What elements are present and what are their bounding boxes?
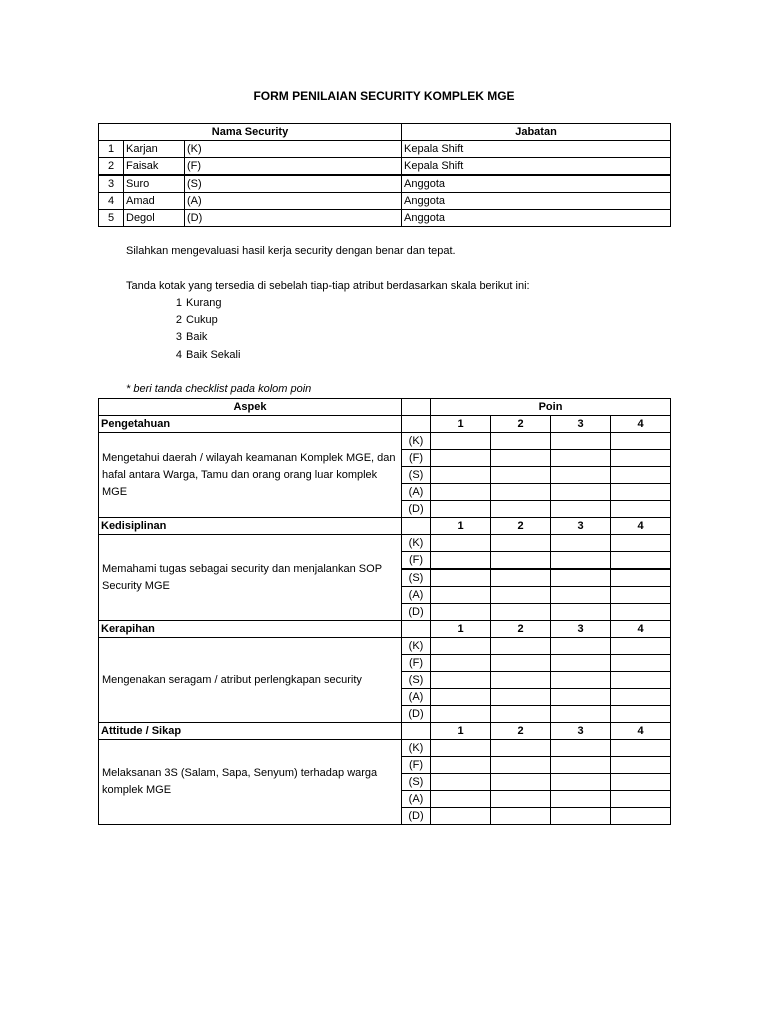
row-number: 4 xyxy=(99,193,124,210)
scale-number: 1 xyxy=(175,297,182,309)
section-blank xyxy=(402,621,431,638)
security-staff-table xyxy=(98,123,671,227)
checkbox-cell[interactable] xyxy=(551,604,611,621)
point-label: 1 xyxy=(431,518,491,535)
point-label: 2 xyxy=(491,621,551,638)
checkbox-cell[interactable] xyxy=(611,587,671,604)
instruction-scale: Tanda kotak yang tersedia di sebelah tiap-tiap atribut berdasarkan skala berikut ini: xyxy=(126,280,530,292)
scale-item xyxy=(170,297,221,309)
table-row xyxy=(99,193,671,210)
scale-item xyxy=(170,349,240,361)
checkbox-cell[interactable] xyxy=(551,791,611,808)
security-code: (F) xyxy=(185,158,402,176)
security-name: Karjan xyxy=(124,141,185,158)
checkbox-cell[interactable] xyxy=(431,689,491,706)
security-code: (S) xyxy=(402,774,431,791)
checkbox-cell[interactable] xyxy=(431,706,491,723)
instruction-evaluate: Silahkan mengevaluasi hasil kerja security dengan benar dan tepat. xyxy=(126,245,456,257)
checkbox-cell[interactable] xyxy=(611,791,671,808)
checkbox-cell[interactable] xyxy=(491,655,551,672)
checkbox-cell[interactable] xyxy=(491,484,551,501)
checkbox-cell[interactable] xyxy=(431,672,491,689)
scale-label: Baik xyxy=(186,331,208,343)
point-label: 2 xyxy=(491,518,551,535)
aspect-description: Mengetahui daerah / wilayah keamanan Komplek MGE, dan hafal antara Warga, Tamu dan orang orang luar komplek MGE xyxy=(99,433,402,518)
checkbox-cell[interactable] xyxy=(611,689,671,706)
checkbox-cell[interactable] xyxy=(551,484,611,501)
checkbox-cell[interactable] xyxy=(611,484,671,501)
security-code: (D) xyxy=(402,604,431,621)
row-number: 3 xyxy=(99,175,124,193)
section-blank xyxy=(402,518,431,535)
row-number: 1 xyxy=(99,141,124,158)
security-code: (K) xyxy=(402,638,431,655)
security-code: (F) xyxy=(402,655,431,672)
checkbox-cell[interactable] xyxy=(611,774,671,791)
security-code: (S) xyxy=(402,569,431,587)
security-position: Anggota xyxy=(402,210,671,227)
checkbox-cell[interactable] xyxy=(611,569,671,587)
point-label: 3 xyxy=(551,518,611,535)
checkbox-cell[interactable] xyxy=(431,638,491,655)
security-code: (F) xyxy=(402,757,431,774)
security-name: Degol xyxy=(124,210,185,227)
security-code: (F) xyxy=(402,552,431,570)
checkbox-cell[interactable] xyxy=(551,655,611,672)
aspect-description: Mengenakan seragam / atribut perlengkapan security xyxy=(99,638,402,723)
checkbox-cell[interactable] xyxy=(431,587,491,604)
section-name: Attitude / Sikap xyxy=(99,723,402,740)
security-position: Anggota xyxy=(402,193,671,210)
point-label: 2 xyxy=(491,416,551,433)
evaluation-table xyxy=(98,398,671,825)
checkbox-cell[interactable] xyxy=(611,535,671,552)
scale-item xyxy=(170,331,207,343)
checkbox-cell[interactable] xyxy=(611,604,671,621)
scale-label: Cukup xyxy=(186,314,218,326)
checkbox-cell[interactable] xyxy=(551,706,611,723)
security-code: (A) xyxy=(402,587,431,604)
header-aspek: Aspek xyxy=(99,399,402,416)
checkbox-cell[interactable] xyxy=(491,569,551,587)
point-label: 3 xyxy=(551,621,611,638)
checkbox-cell[interactable] xyxy=(551,467,611,484)
section-name: Kerapihan xyxy=(99,621,402,638)
checkbox-cell[interactable] xyxy=(611,450,671,467)
checkbox-cell[interactable] xyxy=(431,655,491,672)
scale-label: Baik Sekali xyxy=(186,349,241,361)
point-label: 4 xyxy=(611,416,671,433)
point-label: 1 xyxy=(431,416,491,433)
checkbox-cell[interactable] xyxy=(491,467,551,484)
checkbox-cell[interactable] xyxy=(551,774,611,791)
point-label: 1 xyxy=(431,621,491,638)
security-code: (D) xyxy=(402,501,431,518)
checkbox-cell[interactable] xyxy=(551,552,611,570)
checkbox-cell[interactable] xyxy=(431,552,491,570)
security-code: (A) xyxy=(402,689,431,706)
checkbox-cell[interactable] xyxy=(491,638,551,655)
security-name: Suro xyxy=(124,175,185,193)
checkbox-cell[interactable] xyxy=(431,450,491,467)
checkbox-cell[interactable] xyxy=(551,501,611,518)
checkbox-cell[interactable] xyxy=(491,774,551,791)
checkbox-cell[interactable] xyxy=(491,791,551,808)
checkbox-cell[interactable] xyxy=(611,740,671,757)
checkbox-cell[interactable] xyxy=(431,604,491,621)
security-code: (A) xyxy=(402,484,431,501)
security-code: (S) xyxy=(185,175,402,193)
header-poin: Poin xyxy=(431,399,671,416)
checkbox-cell[interactable] xyxy=(431,569,491,587)
point-label: 4 xyxy=(611,518,671,535)
checkbox-cell[interactable] xyxy=(491,450,551,467)
scale-number: 3 xyxy=(175,331,182,343)
security-name: Faisak xyxy=(124,158,185,176)
security-position: Anggota xyxy=(402,175,671,193)
table-row xyxy=(99,158,671,176)
checkbox-cell[interactable] xyxy=(611,808,671,825)
checkbox-cell[interactable] xyxy=(551,740,611,757)
checkbox-cell[interactable] xyxy=(431,791,491,808)
checkbox-cell[interactable] xyxy=(611,433,671,450)
point-label: 1 xyxy=(431,723,491,740)
security-code: (A) xyxy=(185,193,402,210)
checkbox-cell[interactable] xyxy=(431,774,491,791)
row-number: 5 xyxy=(99,210,124,227)
point-label: 4 xyxy=(611,723,671,740)
checkbox-cell[interactable] xyxy=(491,552,551,570)
scale-number: 4 xyxy=(175,349,182,361)
table-row xyxy=(99,535,671,552)
scale-item xyxy=(170,314,218,326)
section-header-row xyxy=(99,723,671,740)
checkbox-cell[interactable] xyxy=(491,535,551,552)
aspect-description: Memahami tugas sebagai security dan menjalankan SOP Security MGE xyxy=(99,535,402,621)
checkbox-cell[interactable] xyxy=(491,587,551,604)
aspect-description: Melaksanan 3S (Salam, Sapa, Senyum) terhadap warga komplek MGE xyxy=(99,740,402,825)
table-row xyxy=(99,638,671,655)
checkbox-cell[interactable] xyxy=(551,689,611,706)
security-code: (K) xyxy=(185,141,402,158)
header-blank xyxy=(402,399,431,416)
section-name: Kedisiplinan xyxy=(99,518,402,535)
checkbox-cell[interactable] xyxy=(551,638,611,655)
table-row xyxy=(99,175,671,193)
section-header-row xyxy=(99,621,671,638)
checkbox-cell[interactable] xyxy=(611,467,671,484)
form-title: FORM PENILAIAN SECURITY KOMPLEK MGE xyxy=(253,89,515,103)
point-label: 2 xyxy=(491,723,551,740)
checkbox-cell[interactable] xyxy=(551,450,611,467)
checkbox-cell[interactable] xyxy=(611,757,671,774)
checkbox-cell[interactable] xyxy=(551,569,611,587)
security-code: (S) xyxy=(402,467,431,484)
header-nama-security: Nama Security xyxy=(99,124,402,141)
security-code: (D) xyxy=(402,706,431,723)
security-code: (D) xyxy=(402,808,431,825)
checkbox-cell[interactable] xyxy=(551,808,611,825)
checkbox-cell[interactable] xyxy=(551,433,611,450)
checkbox-cell[interactable] xyxy=(551,587,611,604)
checkbox-cell[interactable] xyxy=(551,757,611,774)
checkbox-cell[interactable] xyxy=(491,672,551,689)
security-code: (K) xyxy=(402,535,431,552)
checkbox-cell[interactable] xyxy=(431,433,491,450)
checkbox-cell[interactable] xyxy=(551,535,611,552)
checkbox-cell[interactable] xyxy=(431,484,491,501)
section-header-row xyxy=(99,518,671,535)
security-code: (K) xyxy=(402,740,431,757)
checklist-note: * beri tanda checklist pada kolom poin xyxy=(126,383,312,395)
checkbox-cell[interactable] xyxy=(491,689,551,706)
section-blank xyxy=(402,416,431,433)
security-code: (A) xyxy=(402,791,431,808)
checkbox-cell[interactable] xyxy=(431,467,491,484)
security-position: Kepala Shift xyxy=(402,141,671,158)
checkbox-cell[interactable] xyxy=(611,706,671,723)
eval-header-row xyxy=(99,399,671,416)
staff-table-header xyxy=(99,124,671,141)
checkbox-cell[interactable] xyxy=(491,433,551,450)
section-blank xyxy=(402,723,431,740)
checkbox-cell[interactable] xyxy=(491,757,551,774)
point-label: 3 xyxy=(551,723,611,740)
section-header-row xyxy=(99,416,671,433)
security-code: (S) xyxy=(402,672,431,689)
table-row xyxy=(99,740,671,757)
section-name: Pengetahuan xyxy=(99,416,402,433)
security-code: (K) xyxy=(402,433,431,450)
header-jabatan: Jabatan xyxy=(402,124,671,141)
checkbox-cell[interactable] xyxy=(431,535,491,552)
security-code: (F) xyxy=(402,450,431,467)
checkbox-cell[interactable] xyxy=(431,808,491,825)
point-label: 4 xyxy=(611,621,671,638)
checkbox-cell[interactable] xyxy=(491,501,551,518)
checkbox-cell[interactable] xyxy=(491,740,551,757)
table-row xyxy=(99,210,671,227)
checkbox-cell[interactable] xyxy=(611,672,671,689)
checkbox-cell[interactable] xyxy=(491,604,551,621)
checkbox-cell[interactable] xyxy=(611,552,671,570)
security-position: Kepala Shift xyxy=(402,158,671,176)
point-label: 3 xyxy=(551,416,611,433)
checkbox-cell[interactable] xyxy=(611,655,671,672)
table-row xyxy=(99,141,671,158)
scale-label: Kurang xyxy=(186,297,222,309)
table-row xyxy=(99,433,671,450)
checkbox-cell[interactable] xyxy=(491,706,551,723)
checkbox-cell[interactable] xyxy=(551,672,611,689)
checkbox-cell[interactable] xyxy=(431,757,491,774)
scale-number: 2 xyxy=(175,314,182,326)
row-number: 2 xyxy=(99,158,124,176)
checkbox-cell[interactable] xyxy=(431,501,491,518)
checkbox-cell[interactable] xyxy=(611,501,671,518)
checkbox-cell[interactable] xyxy=(491,808,551,825)
checkbox-cell[interactable] xyxy=(431,740,491,757)
security-code: (D) xyxy=(185,210,402,227)
security-name: Amad xyxy=(124,193,185,210)
checkbox-cell[interactable] xyxy=(611,638,671,655)
